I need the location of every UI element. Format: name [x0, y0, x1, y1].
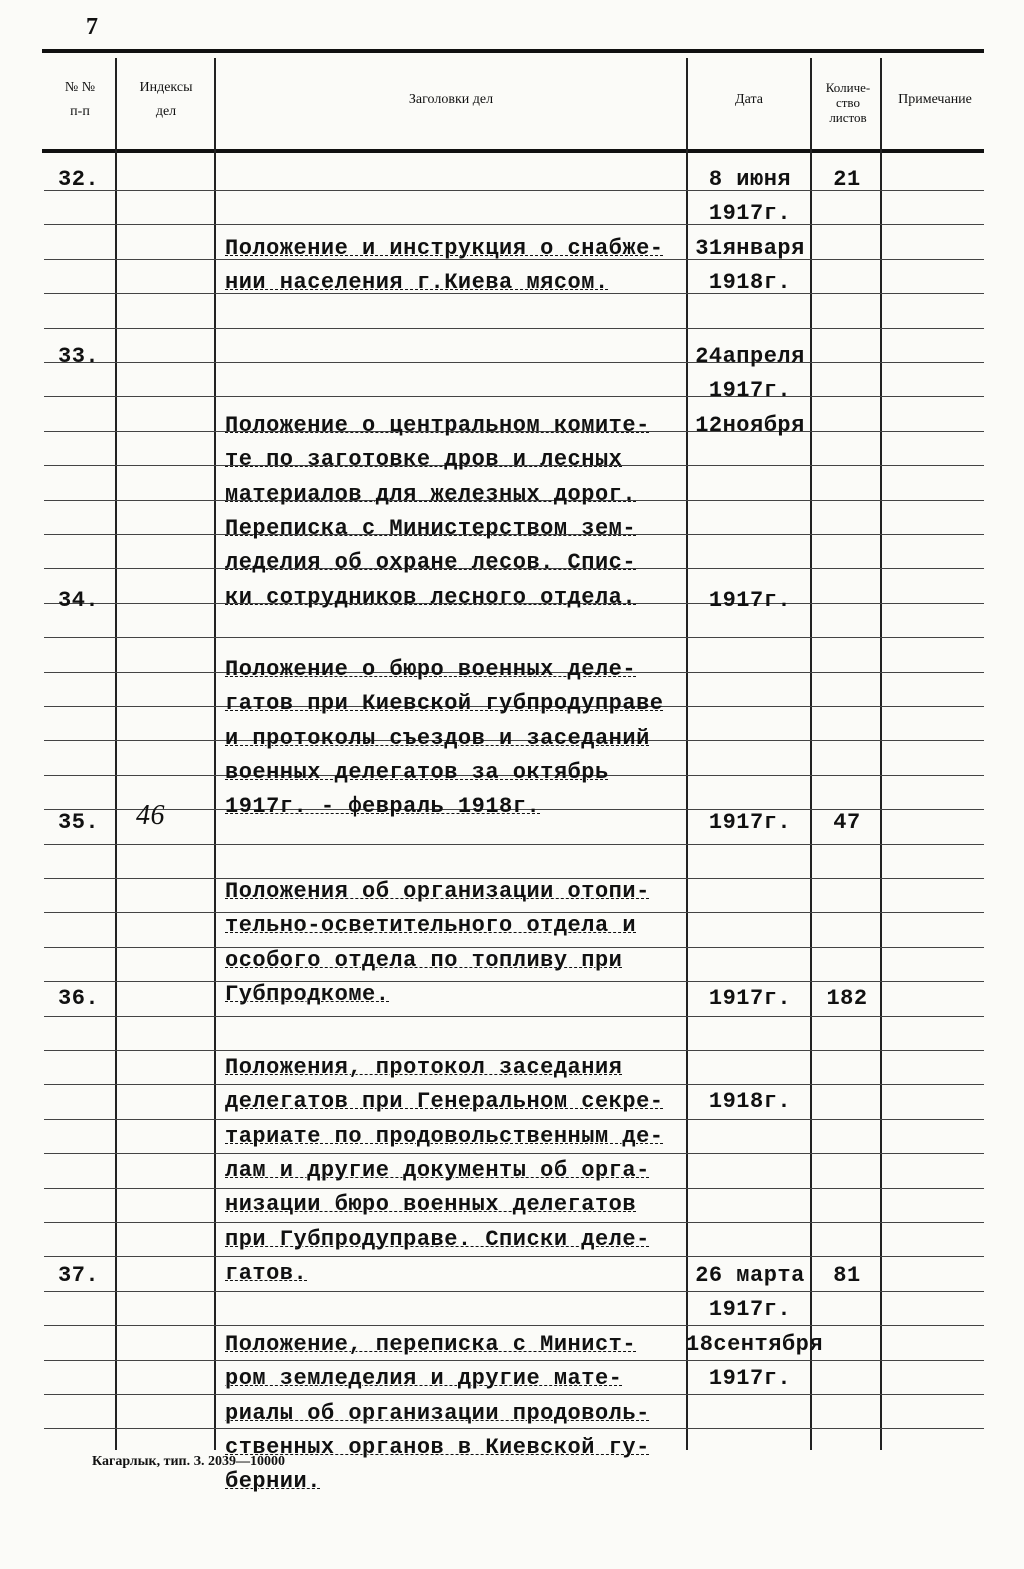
row-index: 46	[136, 800, 165, 831]
row-number: 36.	[58, 986, 100, 1011]
row-number: 35.	[58, 810, 100, 835]
header-title: Заголовки дел	[408, 92, 494, 107]
row-title: Положения, протокол заседания делегатов при Генеральном секре- тариате по продовольственным де- лам и другие документы об орга- низации бюро военных делегатов при Губпродуправе. Списки деле- гатов.	[225, 1054, 664, 1287]
header-bottom-rule	[42, 149, 984, 153]
row-title: Положение и инструкция о снабже- нии населения г.Киева мясом.	[225, 235, 664, 296]
header-note: Примечание	[898, 92, 972, 107]
row-date: 1917г.	[708, 588, 792, 613]
col-line	[115, 58, 117, 1450]
row-date: 1917г.	[708, 810, 792, 835]
row-date: 8 июня 1917г. 31января 1918г.	[695, 167, 805, 296]
header-num: № № п-п	[64, 80, 96, 119]
row-date: 1917г. 1918г.	[708, 986, 792, 1115]
page-number: 7	[86, 14, 98, 40]
row-sheets: 182	[826, 986, 868, 1011]
col-line	[880, 58, 882, 1450]
row-number: 37.	[58, 1263, 100, 1288]
row-title: Положения об организации отопи- тельно-осветительного отдела и особого отдела по топливу при Губпродкоме.	[225, 878, 650, 1008]
header-index: Индексы дел	[139, 80, 193, 119]
row-sheets: 81	[833, 1263, 861, 1288]
row-title: Положение, переписка с Минист- ром земледелия и другие мате- риалы об организации продоволь- ственных органов в Киевской гу- бернии.	[225, 1331, 650, 1495]
row-title: Положение о центральном комите- те по заготовке дров и лесных материалов для железных дорог. Переписка с Министерством зем- леделия об охране лесов. Спис- ки сотрудников лесного отдела.	[225, 412, 650, 610]
header-top-rule	[42, 49, 984, 53]
row-date: 24апреля 1917г. 12ноября	[695, 344, 805, 438]
row-number: 33.	[58, 344, 100, 369]
row-number: 34.	[58, 588, 100, 613]
row-date: 26 марта 1917г. 18сентября 1917г.	[686, 1263, 824, 1392]
row-sheets: 21	[833, 167, 861, 192]
col-line	[214, 58, 216, 1450]
row-number: 32.	[58, 167, 100, 192]
header-sheets: Количе- ство листов	[825, 80, 871, 125]
row-sheets: 47	[833, 810, 861, 835]
header-date: Дата	[735, 92, 763, 107]
printer-imprint: Кагарлык, тип. З. 2039—10000	[92, 1454, 286, 1469]
row-title: Положение о бюро военных деле- гатов при Киевской губпродуправе и протоколы съездов и заседаний военных делегатов за октябрь 1917г. - февраль 1918г.	[225, 656, 664, 820]
